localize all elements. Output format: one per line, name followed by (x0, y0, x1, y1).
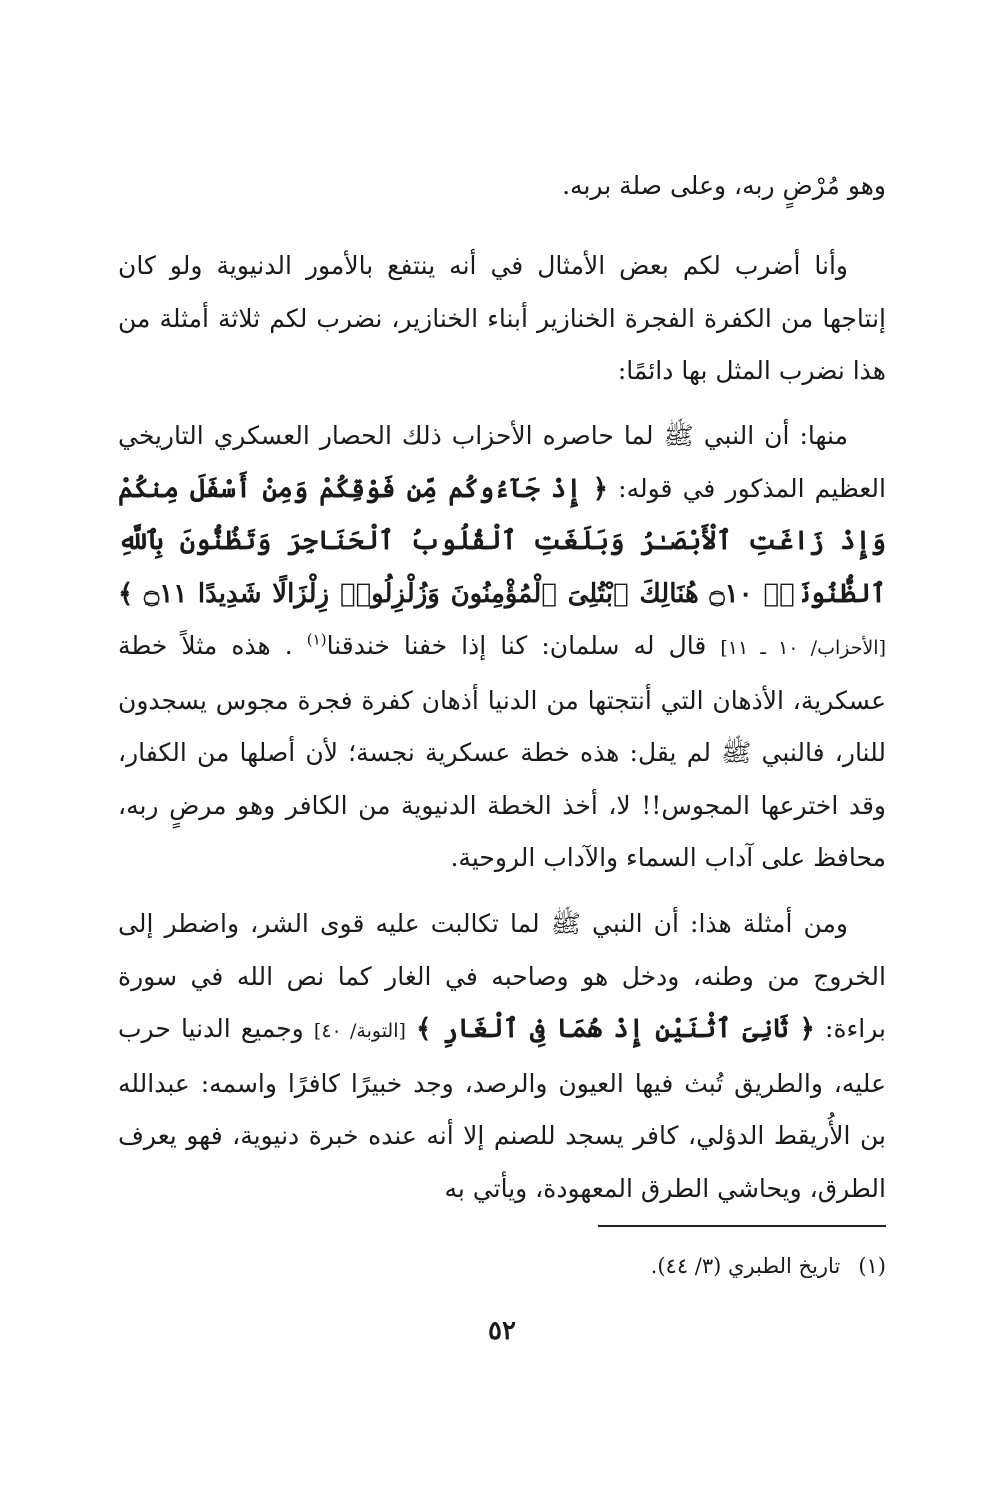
intro-text: وهو مُرْضٍ ربه، وعلى صلة بربه. (562, 171, 886, 200)
second-rest: . هذه مثلاً خطة عسكرية، الأذهان التي أنتجتها من الدنيا أذهان كفرة فجرة مجوس يسجدون للنار، فالنبي ﷺ لم يقل: هذه خطة عسكرية نجسة؛ لأن أصلها من الكفار، وقد اخترعها المجوس!! لا، أخذ الخطة الدنيوية من الكافر وهو مرضٍ ربه، محافظ على آداب السماء والآداب الروحية. (118, 631, 886, 872)
second-before-verse: منها: أن النبي ﷺ لما حاصره الأحزاب ذلك الحصار العسكري التاريخي العظيم المذكور في قوله: (118, 421, 886, 503)
verse-reference-tawbah: [التوبة/ ٤٠] (313, 1020, 406, 1042)
page-number: ٥٢ (488, 1316, 516, 1346)
third-rest: وجميع الدنيا حرب عليه، والطريق تُبث فيها العيون والرصد، وجد خبيرًا كافرًا واسمه: عبدالله بن الأُريقط الدؤلي، كافر يسجد للصنم إلا أنه عنده خبرة دنيوية، فهو يعرف الطرق، ويحاشي الطرق المعهودة، ويأتي به (118, 1014, 886, 1203)
paragraph-third (118, 898, 886, 1215)
second-paragraph-text (118, 410, 886, 885)
paragraph-first (118, 240, 886, 398)
quran-verse-ahzab: ﴿ إِذْ جَآءُوكُم مِّن فَوْقِكُمْ وَمِنْ أَسْفَلَ مِنكُمْ وَإِذْ زَاغَتِ ٱلْأَبْصَـٰرُ وَبَلَغَتِ ٱلْقُلُوبُ ٱلْحَنَاجِرَ وَتَظُنُّونَ بِٱللَّهِ ٱلظُّنُونَا۠ ۝١٠ هُنَالِكَ ٱبْتُلِىَ ٱلْمُؤْمِنُونَ وَزُلْزِلُوا۟ زِلْزَالًا شَدِيدًا ۝١١ ﴾ (118, 473, 886, 609)
footnote-number: (١) (858, 1254, 886, 1278)
verse-reference-ahzab: [الأحزاب/ ١٠ ـ ١١] (720, 637, 886, 659)
first-text: وأنا أضرب لكم بعض الأمثال في أنه ينتفع بالأمور الدنيوية ولو كان إنتاجها من الكفرة الفجرة الخنازير أبناء الخنازير، نضرب لكم ثلاثة أمثلة من هذا نضرب المثل بها دائمًا: (118, 251, 886, 385)
third-before-verse: ومن أمثلة هذا: أن النبي ﷺ لما تكالبت عليه قوى الشر، واضطر إلى الخروج من وطنه، ودخل هو وصاحبه في الغار كما نص الله في سورة براءة: (118, 909, 887, 1043)
footnote (118, 1246, 886, 1286)
third-paragraph-text (118, 898, 886, 1215)
quran-verse-tawbah: ﴿ ثَانِىَ ٱثْنَيْنِ إِذْ هُمَا فِى ٱلْغَارِ ﴾ (416, 1014, 815, 1044)
paragraph-second (118, 410, 886, 885)
footnote-marker: (١) (306, 630, 327, 649)
footnote-divider (598, 1225, 886, 1227)
paragraph-intro (118, 160, 886, 213)
second-after-verse: قال له سلمان: كنا إذا خفنا خندقنا (326, 631, 707, 660)
footnote-text: تاريخ الطبري (٣/ ٤٤). (650, 1254, 841, 1278)
